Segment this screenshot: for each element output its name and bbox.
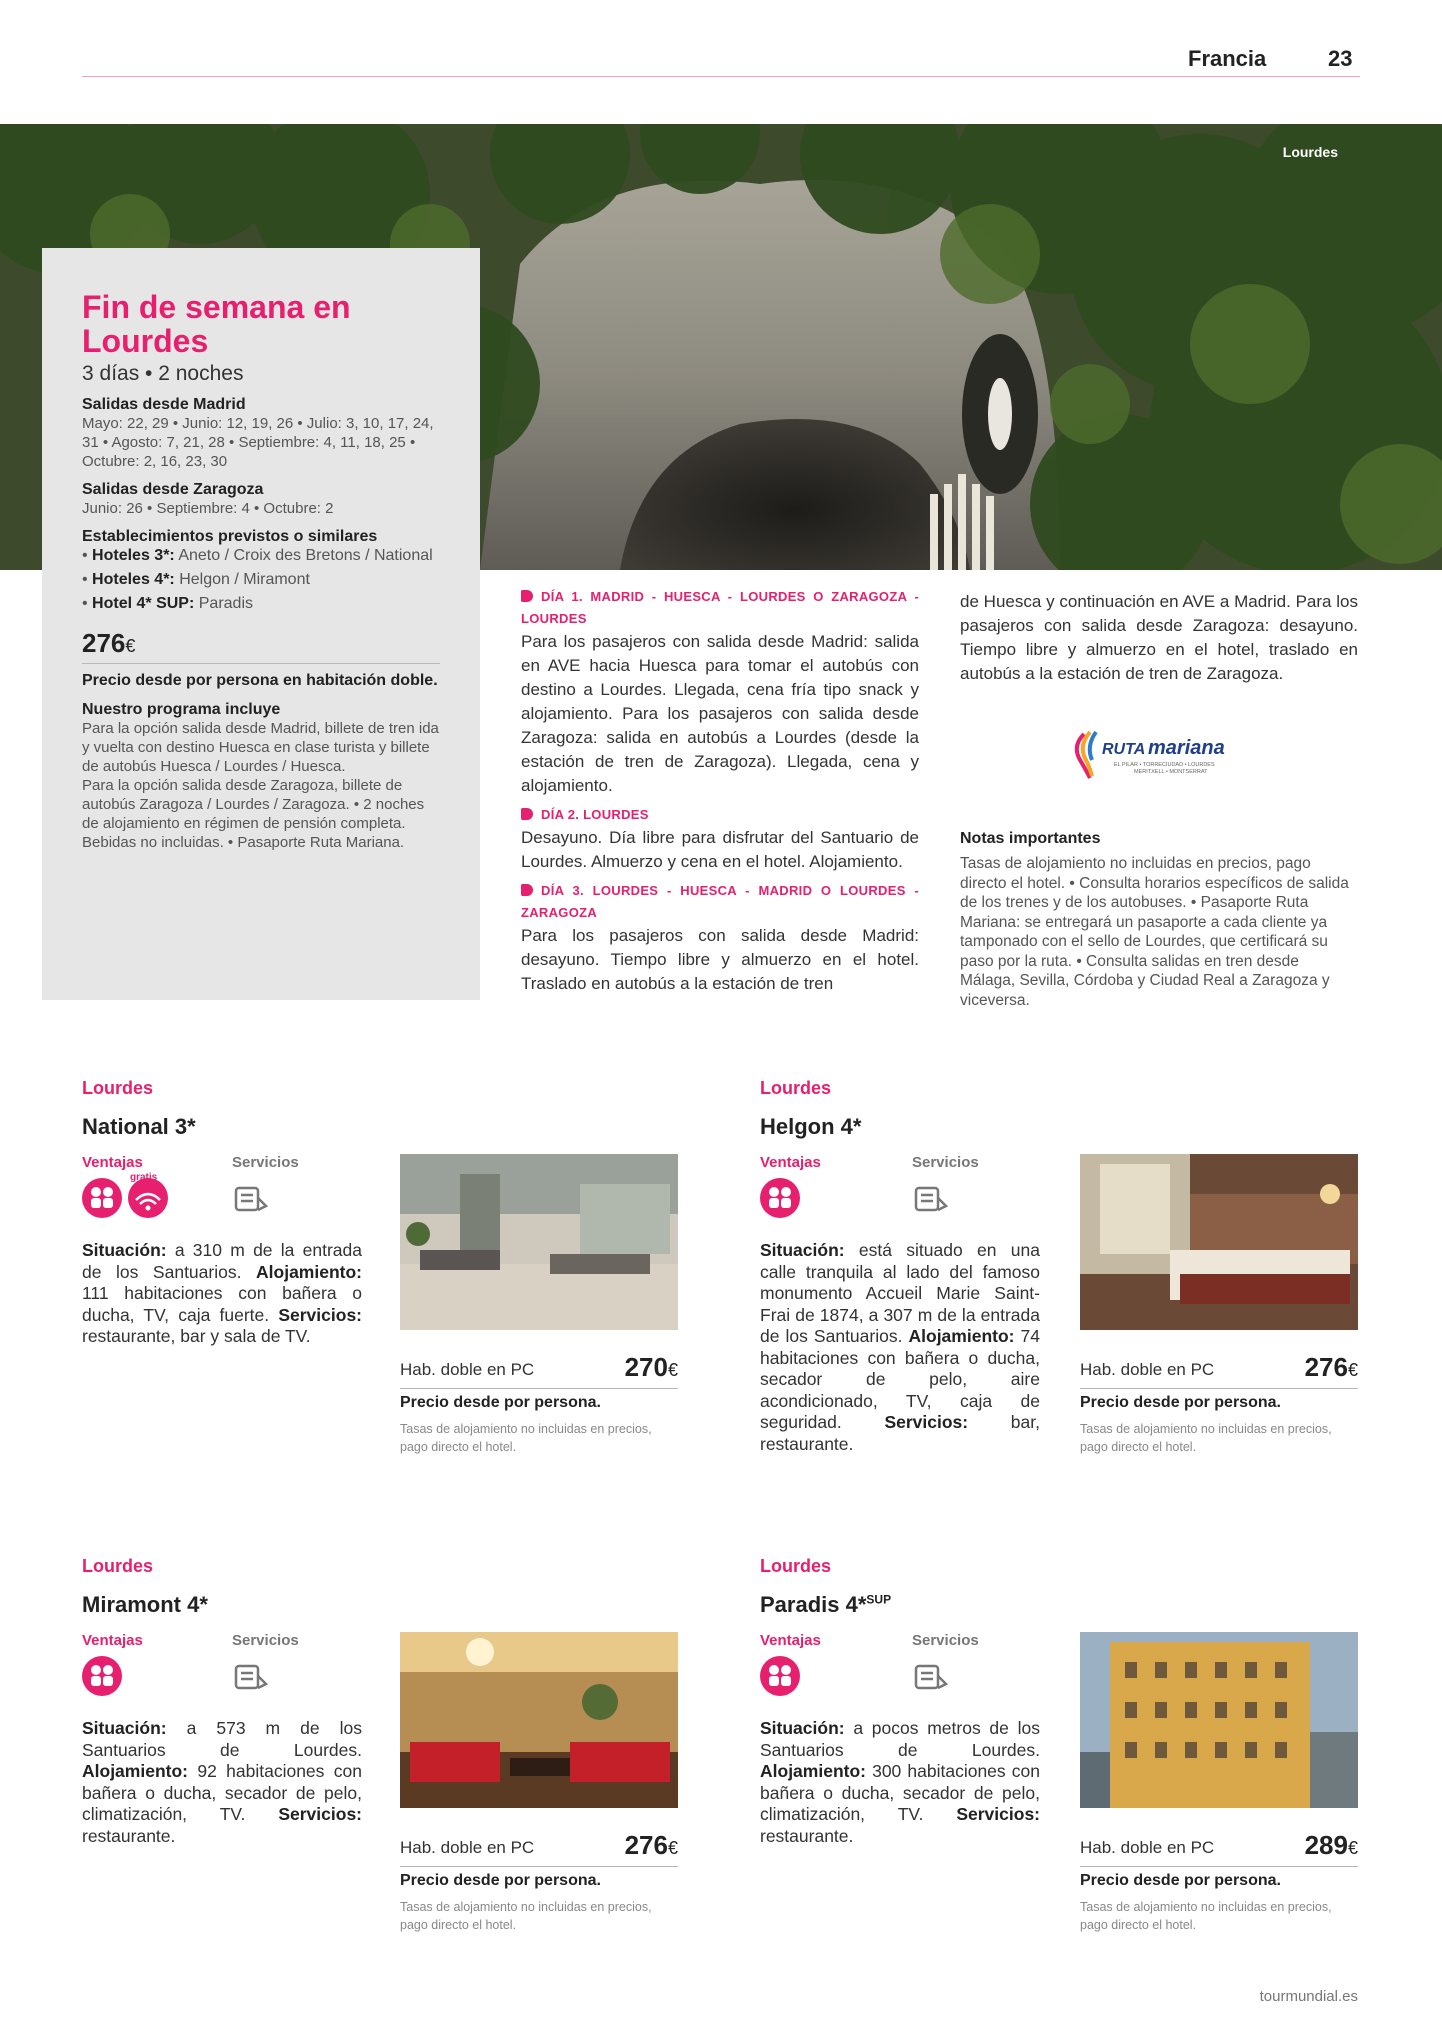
advantages-label: Ventajas	[760, 1632, 821, 1649]
room-label: Hab. doble en PC	[400, 1360, 535, 1379]
trip-title: Fin de semana en Lourdes	[82, 289, 351, 359]
price-note: Tasas de alojamiento no incluidas en precios, pago directo el hotel.	[400, 1422, 652, 1454]
madrid-departures-heading: Salidas desde Madrid	[82, 396, 246, 413]
svg-text:MERITXELL • MONTSERRAT: MERITXELL • MONTSERRAT	[1134, 769, 1208, 775]
notes-heading: Notas importantes	[960, 830, 1101, 847]
hotel-price: 289€	[1304, 1830, 1358, 1860]
footer-url: tourmundial.es	[1259, 1988, 1358, 2005]
hotel-location: Lourdes	[760, 1556, 832, 1576]
room-label: Hab. doble en PC	[400, 1838, 535, 1857]
day-3-text: Para los pasajeros con salida desde Madrid: desayuno. Tiempo libre y almuerzo en el hotel. Traslado en autobús a la estación de tren	[521, 926, 919, 993]
price-divider	[400, 1866, 678, 1867]
free-wifi-icon	[128, 1172, 168, 1218]
family-discount-icon	[82, 1656, 122, 1696]
services-label: Servicios	[912, 1632, 979, 1649]
hotel-location: Lourdes	[82, 1556, 154, 1576]
zaragoza-departure-dates: Junio: 26 • Septiembre: 4 • Octubre: 2	[82, 500, 334, 517]
room-label: Hab. doble en PC	[1080, 1838, 1215, 1857]
trip-price-description: Precio desde por persona en habitación doble.	[82, 672, 438, 689]
price-description: Precio desde por persona.	[400, 1394, 601, 1411]
restaurant-service-icon	[232, 1656, 272, 1696]
itinerary-column	[521, 586, 919, 996]
restaurant-service-icon	[232, 1178, 272, 1218]
ruta-mariana-logo	[1070, 724, 1250, 784]
hotel-list	[82, 546, 440, 614]
hotel-name: Helgon 4*	[760, 1114, 862, 1139]
hotel-photo-bedroom	[1080, 1154, 1358, 1330]
hotel-list-item: • Hoteles 3*: Aneto / Croix des Bretons / National	[82, 547, 433, 564]
hotel-description: Situación: a 310 m de la entrada de los Santuarios. Alojamiento: 111 habitaciones con bañera o ducha, TV, caja fuerte. Servicios: restaurante, bar y sala de TV.	[82, 1240, 362, 1346]
hotel-list-item: • Hoteles 4*: Helgon / Miramont	[82, 571, 310, 588]
day-2-text: Desayuno. Día libre para disfrutar del Santuario de Lourdes. Almuerzo y cena en el hotel. Alojamiento.	[521, 828, 919, 871]
hotel-description: Situación: a 573 m de los Santuarios de Lourdes. Alojamiento: 92 habitaciones con bañera o ducha, secador de pelo, climatización, TV. Servicios: restaurante.	[82, 1718, 362, 1846]
hotel-price: 270€	[624, 1352, 678, 1382]
header-divider	[82, 76, 1360, 77]
madrid-departure-dates: Mayo: 22, 29 • Junio: 12, 19, 26 • Julio: 3, 10, 17, 24, 31 • Agosto: 7, 21, 28 • Septiembre: 4, 11, 18, 25 • Octubre: 2, 16, 23, 30	[82, 415, 434, 470]
hotel-name: Paradis 4*$^{SUP}$	[760, 1592, 892, 1617]
notes-text: Tasas de alojamiento no incluidas en precios, pago directo el hotel. • Consulta horarios específicos de salida de los trenes y de los autobuses. • Pasaporte Ruta Mariana: se entregará un pasaporte a cada cliente ya tamponado con el sello de Lourdes, que certificará su paso por la ruta. • Consulta salidas en tren desde Málaga, Sevilla, Córdoba y Ciudad Real a Zaragoza y viceversa.	[960, 855, 1349, 1009]
hotel-location: Lourdes	[82, 1078, 154, 1098]
restaurant-service-icon	[912, 1178, 952, 1218]
includes-heading: Nuestro programa incluye	[82, 701, 281, 718]
advantages-label: Ventajas	[82, 1154, 143, 1171]
hotel-description: Situación: está situado en una calle tranquila al lado del famoso monumento Accueil Marie Saint-Frai de 1874, a 307 m de la entrada de los Santuarios. Alojamiento: 74 habitaciones con bañera o ducha, secador de pelo, aire acondicionado, TV, caja de seguridad. Servicios: bar, restaurante.	[760, 1240, 1040, 1454]
photo-caption: Lourdes	[1282, 144, 1338, 160]
hotel-location: Lourdes	[760, 1078, 832, 1098]
price-description: Precio desde por persona.	[1080, 1394, 1281, 1411]
price-divider	[1080, 1866, 1358, 1867]
hotel-price: 276€	[1304, 1352, 1358, 1382]
hotel-name: Miramont 4*	[82, 1592, 208, 1617]
price-note: Tasas de alojamiento no incluidas en precios, pago directo el hotel.	[1080, 1422, 1332, 1454]
hotel-description: Situación: a pocos metros de los Santuarios de Lourdes. Alojamiento: 300 habitaciones con bañera o ducha, secador de pelo, climatización, TV. Servicios: restaurante.	[760, 1718, 1040, 1846]
day-1-heading: DÍA 1. MADRID - HUESCA - LOURDES O ZARAGOZA - LOURDES	[521, 589, 919, 626]
hotel-photo-lobby	[400, 1154, 678, 1330]
zaragoza-departures-heading: Salidas desde Zaragoza	[82, 481, 264, 498]
hotels-heading: Establecimientos previstos o similares	[82, 528, 378, 545]
price-divider	[1080, 1388, 1358, 1389]
price-divider	[400, 1388, 678, 1389]
family-discount-icon	[82, 1178, 122, 1218]
price-description: Precio desde por persona.	[400, 1872, 601, 1889]
includes-madrid: Para la opción salida desde Madrid, billete de tren ida y vuelta con destino Huesca en clase turista y billete de autobús Huesca / Lourdes / Huesca.	[82, 720, 439, 775]
page-number: 23	[1328, 46, 1353, 71]
trip-duration: 3 días • 2 noches	[82, 362, 244, 385]
advantages-label: Ventajas	[760, 1154, 821, 1171]
restaurant-service-icon	[912, 1656, 952, 1696]
services-label: Servicios	[912, 1154, 979, 1171]
hotel-photo-lounge	[400, 1632, 678, 1808]
day-2-heading: DÍA 2. LOURDES	[521, 804, 919, 826]
hotel-list-item: • Hotel 4* SUP: Paradis	[82, 595, 253, 612]
svg-text:mariana: mariana	[1148, 737, 1225, 759]
includes-zaragoza: Para la opción salida desde Zaragoza, billete de autobús Zaragoza / Lourdes / Zaragoza. • 2 noches de alojamiento en régimen de pensión completa. Bebidas no incluidas. • Pasaporte Ruta Mariana.	[82, 777, 425, 851]
family-discount-icon	[760, 1178, 800, 1218]
itinerary-column-continued: de Huesca y continuación en AVE a Madrid. Para los pasajeros con salida desde Zaragoza: desayuno. Tiempo libre y almuerzo en el hotel, traslado en autobús a la estación de tren de Zaragoza.	[960, 592, 1358, 683]
day-bullet-icon	[521, 590, 533, 602]
price-note: Tasas de alojamiento no incluidas en precios, pago directo el hotel.	[1080, 1900, 1332, 1932]
day-1-text: Para los pasajeros con salida desde Madrid: salida en AVE hacia Huesca para tomar el autobús con destino a Lourdes. Llegada, cena fría tipo snack y alojamiento. Para los pasajeros con salida desde Zaragoza: salida en autobús a Lourdes (desde la estación de tren de Zaragoza). Llegada, cena y alojamiento.	[521, 632, 919, 795]
family-discount-icon	[760, 1656, 800, 1696]
price-note: Tasas de alojamiento no incluidas en precios, pago directo el hotel.	[400, 1900, 652, 1932]
svg-text:RUTA: RUTA	[1102, 741, 1146, 758]
hotel-photo-facade	[1080, 1632, 1358, 1808]
day-bullet-icon	[521, 808, 533, 820]
services-label: Servicios	[232, 1632, 299, 1649]
trip-price: 276€	[82, 628, 440, 664]
services-label: Servicios	[232, 1154, 299, 1171]
free-badge-text: gratis	[130, 1172, 158, 1183]
section-title: Francia	[1188, 46, 1267, 71]
day-bullet-icon	[521, 884, 533, 896]
svg-text:EL PILAR • TORRECIUDAD • LOURD: EL PILAR • TORRECIUDAD • LOURDES	[1114, 762, 1215, 768]
day-3-heading: DÍA 3. LOURDES - HUESCA - MADRID O LOURDES - ZARAGOZA	[521, 883, 919, 920]
price-description: Precio desde por persona.	[1080, 1872, 1281, 1889]
advantages-label: Ventajas	[82, 1632, 143, 1649]
hotel-price: 276€	[624, 1830, 678, 1860]
trip-info-card	[42, 248, 480, 1000]
hotel-name: National 3*	[82, 1114, 196, 1139]
room-label: Hab. doble en PC	[1080, 1360, 1215, 1379]
